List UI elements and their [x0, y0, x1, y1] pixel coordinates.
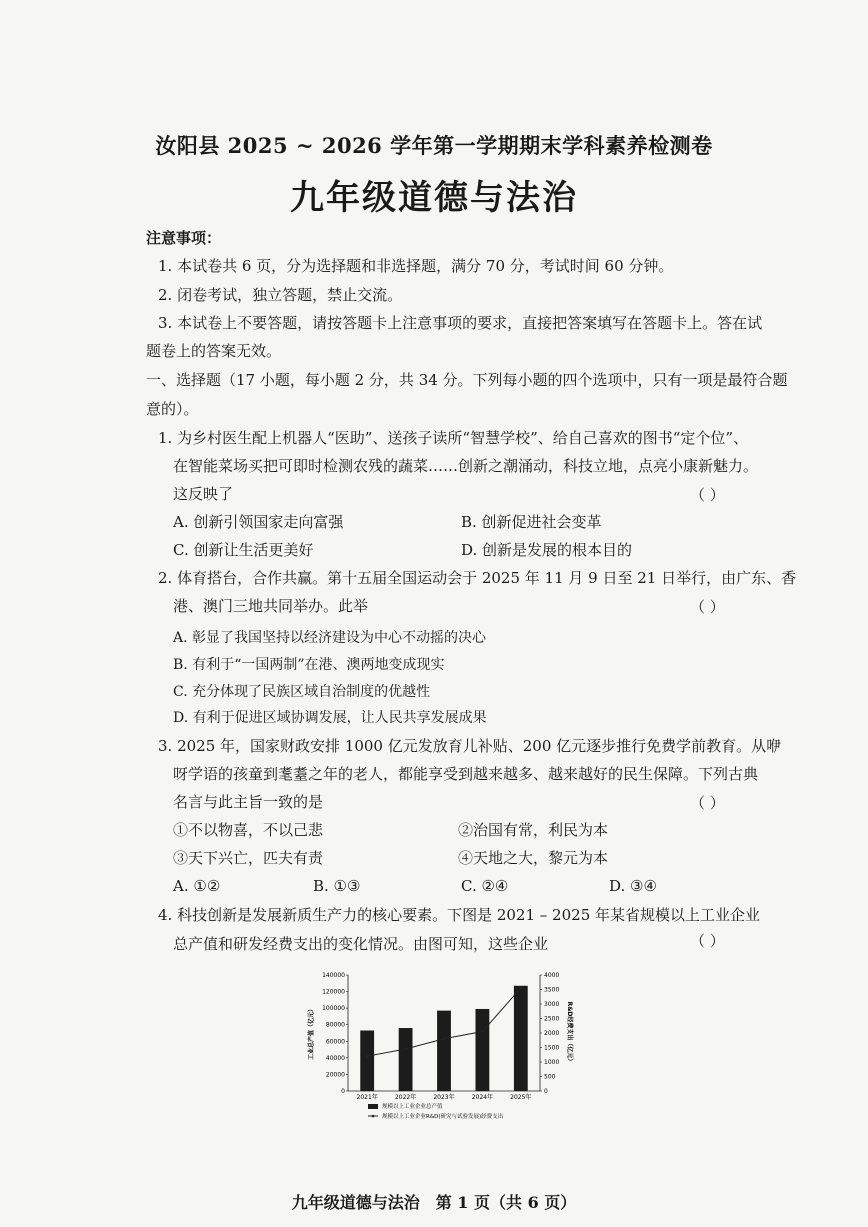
- y-tick-label: 0: [341, 1088, 345, 1095]
- y-axis-label: 工业总产值（亿元）: [308, 1005, 315, 1061]
- q2-option-d: D. 有利于促进区域协调发展，让人民共享发展成果: [173, 710, 487, 726]
- y-tick-label: 120000: [322, 988, 345, 996]
- x-tick-label: 2025年: [510, 1094, 532, 1101]
- q2-option-a: A. 彰显了我国坚持以经济建设为中心不动摇的决心: [173, 630, 487, 646]
- q4-stem-2: 总产值和研发经费支出的变化情况。由图可知，这些企业: [173, 935, 549, 953]
- x-tick-label: 2023年: [433, 1094, 455, 1101]
- section-heading: 一、选择题（17 小题，每小题 2 分，共 34 分。下列每小题的四个选项中，只有一项是最符合题: [146, 371, 788, 389]
- q1-option-a: A. 创新引领国家走向富强: [173, 513, 344, 531]
- y2-tick-label: 3500: [544, 986, 560, 994]
- x-tick-label: 2024年: [471, 1094, 494, 1101]
- q1-option-d: D. 创新是发展的根本目的: [461, 541, 633, 559]
- notice-item-2: 2. 闭卷考试，独立答题，禁止交流。: [158, 286, 403, 304]
- y-tick-label: 80000: [325, 1021, 345, 1029]
- legend-bar-swatch: [368, 1104, 378, 1109]
- y2-tick-label: 0: [544, 1088, 548, 1095]
- q3-option-c: C. ②④: [461, 877, 509, 895]
- rd-point: [443, 1038, 446, 1041]
- y-tick-label: 100000: [322, 1005, 345, 1013]
- subject-title: 九年级道德与法治: [290, 178, 578, 218]
- x-tick-label: 2022年: [394, 1094, 417, 1101]
- bar: [437, 1011, 451, 1091]
- q3-stem-3: 名言与此主旨一致的是: [173, 793, 324, 811]
- q2-option-b: B. 有利于“一国两制”在港、澳两地变成现实: [173, 657, 445, 673]
- q2-stem-2: 港、澳门三地共同举办。此举: [173, 597, 369, 615]
- y-tick-label: 60000: [325, 1038, 345, 1046]
- rd-point: [366, 1055, 369, 1058]
- y2-axis-label: R&D经费支出（亿元）: [566, 1001, 573, 1065]
- q1-option-b: B. 创新促进社会变革: [461, 513, 602, 531]
- q3-answer-paren: （ ）: [690, 794, 725, 812]
- bar: [514, 986, 528, 1091]
- q1-stem-3: 这反映了: [173, 485, 234, 503]
- page-footer: 九年级道德与法治 第 1 页（共 6 页）: [291, 1193, 577, 1212]
- q1-stem-2: 在智能菜场买把可即时检测农残的蔬菜……创新之潮涌动，科技立地，点亮小康新魅力。: [173, 457, 759, 475]
- y2-tick-label: 2500: [544, 1015, 560, 1023]
- q2-stem-1: 2. 体育搭台，合作共赢。第十五届全国运动会于 2025 年 11 月 9 日至 21 日举行，由广东、香: [158, 569, 797, 587]
- q2-answer-paren: （ ）: [690, 598, 725, 616]
- bar: [475, 1009, 489, 1091]
- q3-item-1: ①不以物喜，不以己悲: [173, 821, 324, 839]
- y2-tick-label: 1000: [544, 1059, 560, 1066]
- rd-point: [520, 987, 523, 990]
- y2-tick-label: 2000: [544, 1030, 560, 1037]
- bar: [360, 1031, 374, 1091]
- rd-point: [404, 1048, 407, 1051]
- q1-stem-1: 1. 为乡村医生配上机器人“医助”、送孩子读所“智慧学校”、给自己喜欢的图书“定个位”、: [158, 429, 749, 447]
- q3-option-d: D. ③④: [609, 877, 657, 895]
- x-tick-label: 2021年: [356, 1094, 378, 1101]
- q1-answer-paren: （ ）: [690, 486, 725, 504]
- q3-option-a: A. ①②: [173, 877, 221, 895]
- q2-option-c: C. 充分体现了民族区域自治制度的优越性: [173, 684, 431, 700]
- bar: [399, 1028, 413, 1091]
- q4-answer-paren: （ ）: [690, 932, 725, 950]
- notice-heading: 注意事项：: [146, 229, 222, 247]
- q4-chart: [300, 965, 573, 1135]
- y2-tick-label: 4000: [544, 972, 560, 979]
- legend-line-label: 规模以上工业企业R&D(研究与试验发展)经费支出: [382, 1114, 504, 1120]
- exam-title: 汝阳县 2025 ~ 2026 学年第一学期期末学科素养检测卷: [155, 133, 713, 158]
- y2-tick-label: 1500: [544, 1044, 560, 1052]
- q3-item-2: ②治国有常，利民为本: [458, 821, 609, 839]
- section-heading-cont: 意的）。: [146, 400, 199, 418]
- q4-stem-1: 4. 科技创新是发展新质生产力的核心要素。下图是 2021 – 2025 年某省规模以上工业企业: [158, 906, 761, 924]
- y-tick-label: 40000: [325, 1054, 345, 1062]
- rd-point: [481, 1030, 484, 1033]
- notice-item-3: 3. 本试卷上不要答题，请按答题卡上注意事项的要求，直接把答案填写在答题卡上。答在试: [158, 314, 763, 332]
- q3-stem-1: 3. 2025 年，国家财政安排 1000 亿元发放育儿补贴、200 亿元逐步推行免费学前教育。从咿: [158, 737, 782, 755]
- q3-stem-2: 呀学语的孩童到耄耋之年的老人，都能享受到越来越多、越来越好的民生保障。下列古典: [173, 765, 759, 783]
- legend-bar-label: 规模以上工业企业总产值: [382, 1104, 443, 1110]
- notice-item-1: 1. 本试卷共 6 页，分为选择题和非选择题，满分 70 分，考试时间 60 分钟。: [158, 257, 674, 275]
- y2-tick-label: 3000: [544, 1001, 560, 1008]
- y-tick-label: 20000: [325, 1071, 345, 1079]
- q3-option-b: B. ①③: [313, 877, 361, 895]
- notice-item-3-cont: 题卷上的答案无效。: [146, 342, 282, 360]
- legend-line-marker: [372, 1115, 375, 1118]
- y2-tick-label: 500: [544, 1073, 556, 1081]
- y-tick-label: 140000: [322, 972, 345, 979]
- q3-item-4: ④天地之大，黎元为本: [458, 849, 609, 867]
- q1-option-c: C. 创新让生活更美好: [173, 541, 314, 559]
- q3-item-3: ③天下兴亡，匹夫有责: [173, 849, 324, 867]
